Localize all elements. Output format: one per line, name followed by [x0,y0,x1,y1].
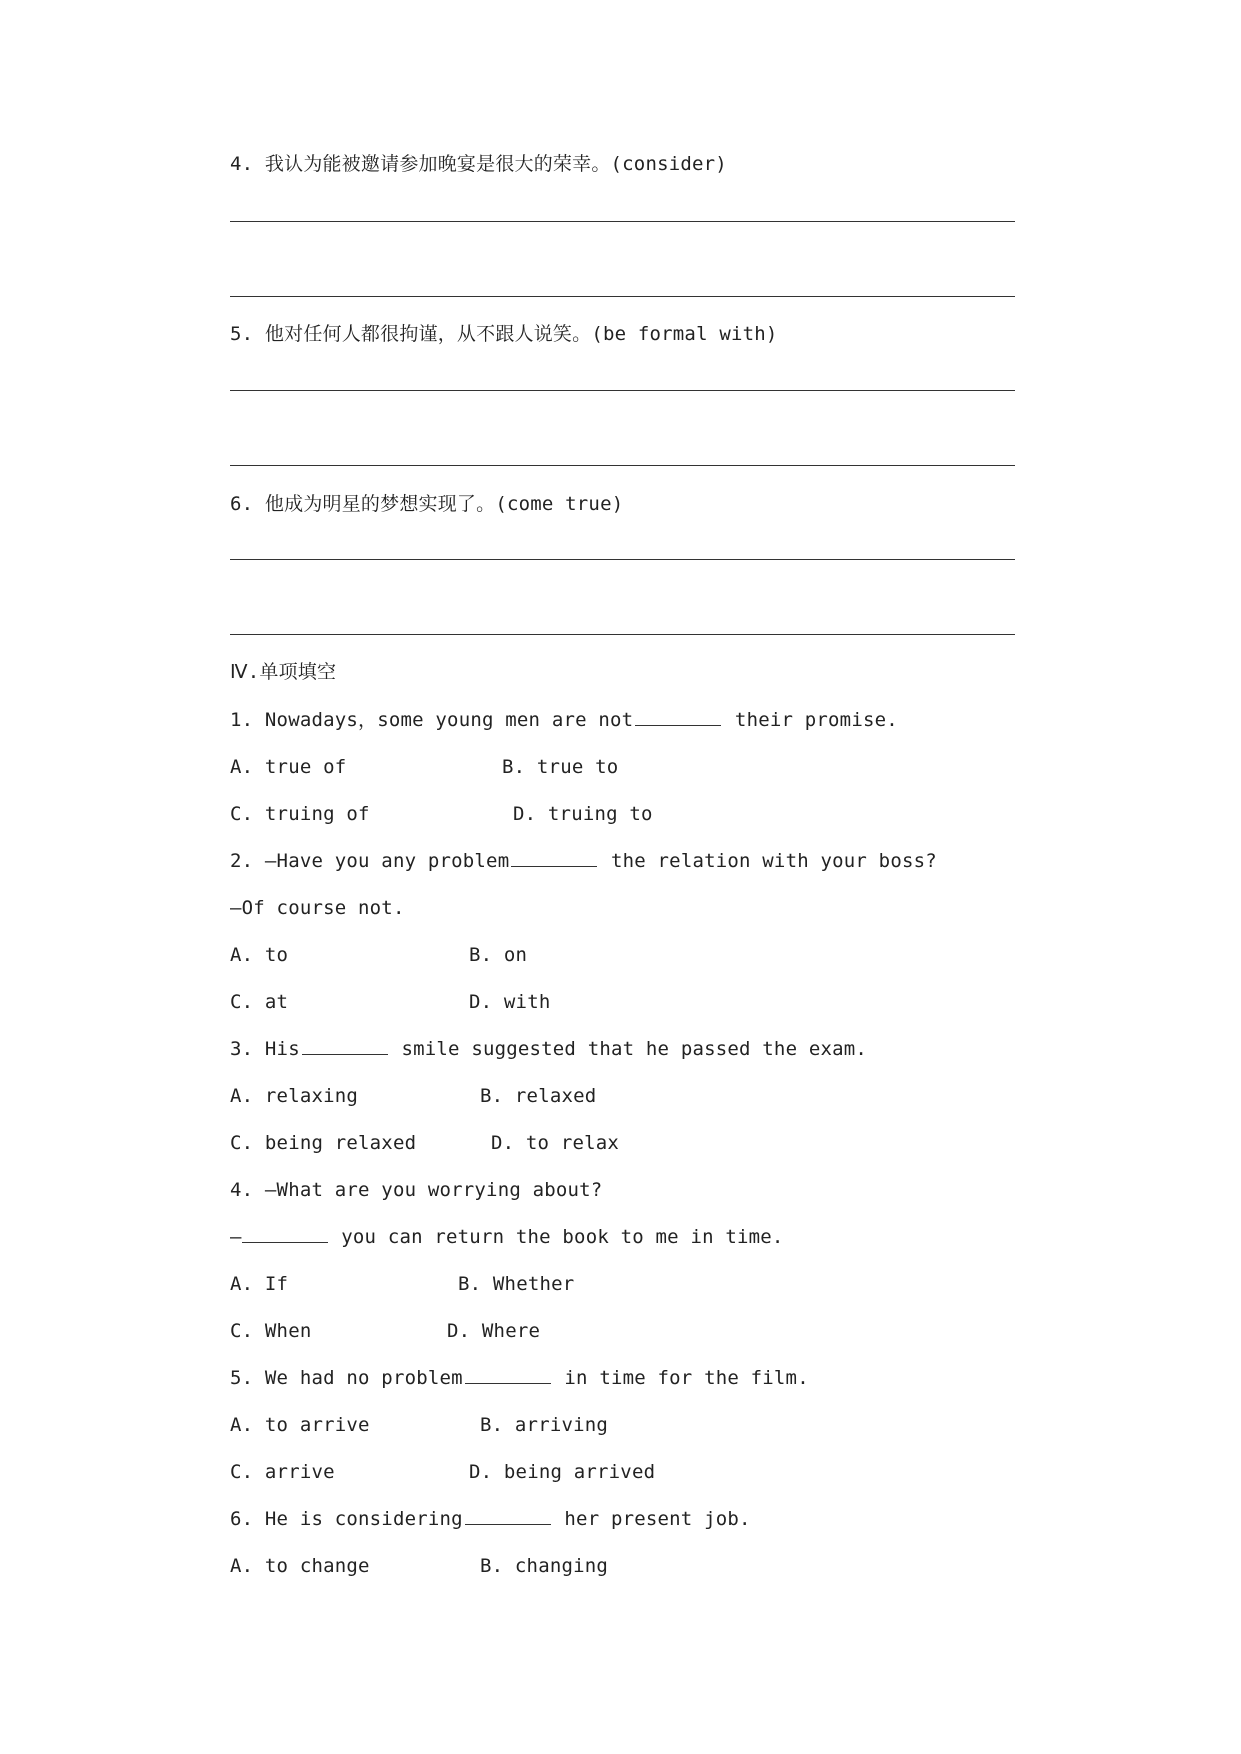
option-a[interactable]: A. to [230,944,289,966]
fill-blank[interactable] [242,1224,328,1243]
option-a[interactable]: A. to change [230,1555,370,1577]
option-d[interactable]: D. with [469,991,551,1013]
option-d[interactable]: D. Where [447,1320,541,1342]
fill-blank[interactable] [465,1506,551,1525]
answer-line[interactable] [230,465,1015,466]
fill-blank[interactable] [511,848,597,867]
question-text: in time for the film. [552,1367,809,1389]
answer-line[interactable] [230,559,1015,560]
answer-line[interactable] [230,221,1015,222]
question-text: smile suggested that he passed the exam. [389,1038,868,1060]
option-a[interactable]: A. relaxing [230,1085,359,1107]
option-c[interactable]: C. being relaxed [230,1132,417,1154]
option-a[interactable]: A. true of [230,756,347,778]
item-number: 6. [230,493,254,515]
option-d[interactable]: D. being arrived [469,1461,656,1483]
question-6 [230,1506,751,1532]
dialogue-reply: —Of course not. [230,897,405,919]
translation-item-5 [230,321,778,347]
item-prompt: 他成为明星的梦想实现了。(come true) [264,493,624,515]
reply-text: you can return the book to me in time. [329,1226,784,1248]
translation-item-6 [230,491,623,517]
option-b[interactable]: B. relaxed [480,1085,597,1107]
option-b[interactable]: B. on [469,944,528,966]
item-prompt: 他对任何人都很拘谨，从不跟人说笑。(be formal with) [264,323,778,345]
dialogue-reply [230,1224,784,1250]
question-5 [230,1365,809,1391]
item-prompt: 我认为能被邀请参加晚宴是很大的荣幸。(consider) [264,153,727,175]
item-number: 5. [230,323,254,345]
answer-line[interactable] [230,296,1015,297]
fill-blank[interactable] [302,1036,388,1055]
option-b[interactable]: B. Whether [458,1273,575,1295]
translation-item-4 [230,151,727,177]
option-c[interactable]: C. at [230,991,289,1013]
section-heading: Ⅳ.单项填空 [230,661,337,683]
option-b[interactable]: B. arriving [480,1414,609,1436]
question-text: 3. His [230,1038,300,1060]
question-text: 2. —Have you any problem [230,850,510,872]
item-number: 4. [230,153,254,175]
option-c[interactable]: C. truing of [230,803,370,825]
option-d[interactable]: D. to relax [491,1132,620,1154]
question-4: 4. —What are you worrying about? [230,1179,603,1201]
option-c[interactable]: C. When [230,1320,312,1342]
option-d[interactable]: D. truing to [513,803,653,825]
question-text: her present job. [552,1508,751,1530]
option-a[interactable]: A. If [230,1273,289,1295]
question-1 [230,707,898,733]
question-text: 5. We had no problem [230,1367,463,1389]
fill-blank[interactable] [635,707,721,726]
answer-line[interactable] [230,390,1015,391]
question-text: 6. He is considering [230,1508,463,1530]
option-b[interactable]: B. changing [480,1555,609,1577]
option-a[interactable]: A. to arrive [230,1414,370,1436]
question-text: the relation with your boss? [599,850,937,872]
option-b[interactable]: B. true to [502,756,619,778]
question-text: their promise. [723,709,898,731]
answer-line[interactable] [230,634,1015,635]
question-text: 1. Nowadays，some young men are not [230,709,634,731]
fill-blank[interactable] [465,1365,551,1384]
question-2 [230,848,937,874]
reply-text: — [230,1226,242,1248]
option-c[interactable]: C. arrive [230,1461,335,1483]
question-3 [230,1036,867,1062]
